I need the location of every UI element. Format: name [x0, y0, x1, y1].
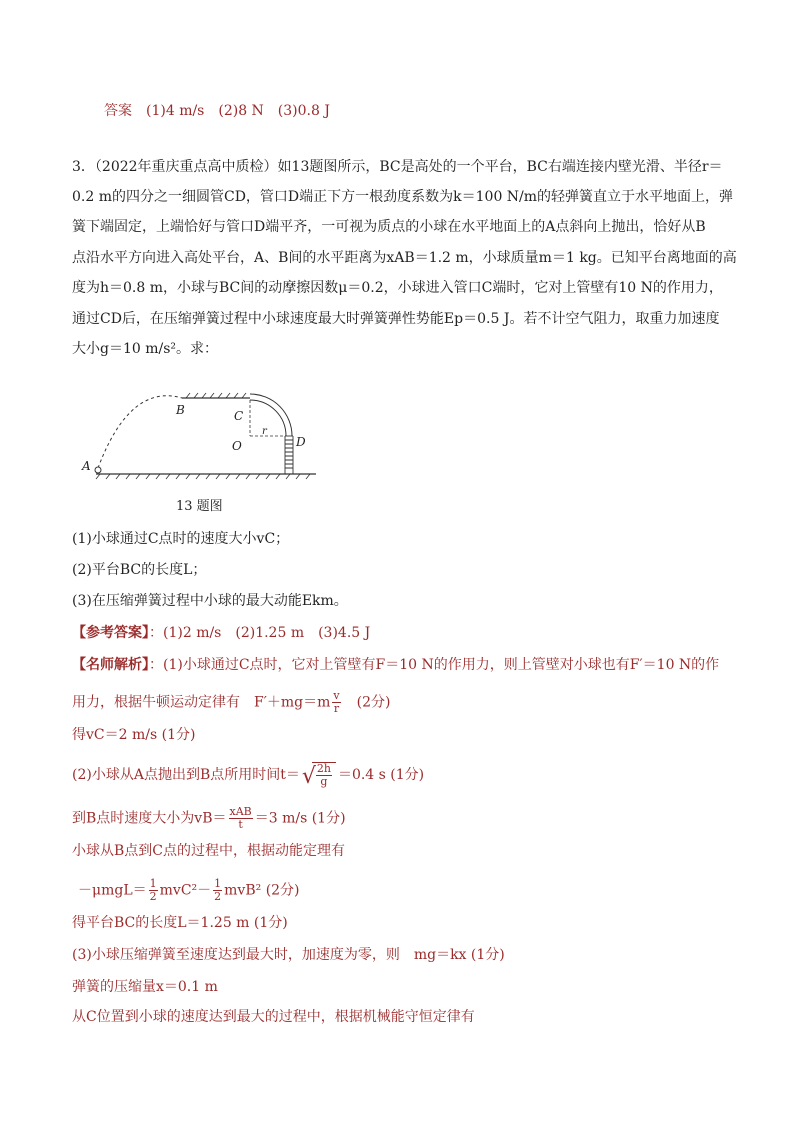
analysis-text-4a: (2)小球从A点抛出到B点所用时间t＝	[72, 767, 300, 783]
ball-a	[95, 467, 101, 473]
platform-hatch	[186, 393, 246, 398]
label-c: C	[234, 409, 244, 423]
problem-line-6: 通过CD后，在压缩弹簧过程中小球速度最大时弹簧弹性势能Ep＝0.5 J。若不计空气阻力，取重力加速度	[72, 311, 720, 327]
analysis-text-7b: mvB² (2分)	[224, 882, 300, 899]
label-d: D	[296, 435, 306, 449]
label-a: A	[82, 459, 91, 473]
fraction-numerator: 1	[149, 877, 157, 890]
analysis-line-6: 小球从B点到C点的过程中，根据动能定理有	[72, 843, 345, 859]
problem-line-5: 度为h＝0.8 m，小球与BC间的动摩擦因数μ＝0.2，小球进入管口C端时，它对上管壁有10 N的作用力，	[72, 280, 723, 296]
analysis-line-11: 从C位置到小球的速度达到最大的过程中，根据机械能守恒定律有	[72, 1009, 475, 1025]
fraction-numerator: 1	[214, 877, 222, 890]
analysis-line-1	[72, 656, 719, 674]
fraction-denominator: 2	[214, 890, 222, 903]
tube-inner	[250, 400, 286, 436]
problem-line-3: 簧下端固定，上端恰好与管口D端平齐，一可视为质点的小球在水平地面上的A点斜向上抛出，恰好从B	[72, 219, 706, 235]
problem-line-7: 大小g＝10 m/s²。求：	[72, 341, 219, 357]
reference-answer	[72, 624, 370, 642]
physics-diagram	[80, 388, 330, 488]
analysis-label: 【名师解析】	[72, 657, 149, 673]
analysis-text-4b: ＝0.4 s (1分)	[337, 767, 425, 783]
ground-hatch	[96, 474, 310, 479]
analysis-text-7a: －μmgL＝	[78, 882, 147, 899]
analysis-text-2a: 用力，根据牛顿运动定律有 F′＋mg＝m	[72, 694, 331, 711]
fraction-v-over-r	[332, 690, 340, 715]
fraction-half-2	[213, 878, 222, 903]
sqrt-expression	[302, 762, 336, 788]
analysis-line-7	[78, 878, 300, 903]
problem-line-4: 点沿水平方向进入高处平台，A、B间的水平距离为xAB＝1.2 m，小球质量m＝1 kg。已知平台离地面的高	[72, 250, 737, 266]
question-1: (1)小球通过C点时的速度大小vC；	[72, 531, 290, 547]
analysis-text-5a: 到B点时速度大小为vB＝	[72, 810, 227, 827]
problem-line-1: 3．（2022年重庆重点高中质检）如13题图所示，BC是高处的一个平台，BC右端连接内壁光滑、半径r＝	[72, 159, 723, 175]
fraction-denominator: 2	[149, 890, 157, 903]
problem-line-2: 0.2 m的四分之一细圆管CD，管口D端正下方一根劲度系数为k＝100 N/m的轻弹簧直立于水平地面上，弹	[72, 189, 734, 205]
analysis-line-3: 得vC＝2 m/s (1分)	[72, 727, 196, 743]
analysis-text-5b: ＝3 m/s (1分)	[254, 810, 346, 827]
analysis-line-2	[72, 690, 390, 715]
analysis-line-5	[72, 806, 346, 831]
figure-caption: 13 题图	[176, 499, 223, 514]
sqrt-sign: √	[301, 764, 316, 789]
analysis-text-2b: (2分)	[342, 694, 391, 711]
fraction-denominator: r	[333, 702, 340, 715]
fraction-denominator: t	[238, 818, 243, 831]
analysis-line-10: 弹簧的压缩量x＝0.1 m	[72, 979, 218, 995]
question-2: (2)平台BC的长度L；	[72, 562, 207, 578]
label-b: B	[176, 403, 185, 417]
label-r: r	[262, 426, 267, 437]
reference-answer-label: 【参考答案】	[72, 625, 149, 641]
question-3: (3)在压缩弹簧过程中小球的最大动能Ekm。	[72, 593, 348, 609]
sqrt-denominator: g	[320, 775, 328, 788]
analysis-text-7mid: mvC²－	[159, 882, 212, 899]
spring	[285, 436, 293, 474]
analysis-line-4	[72, 762, 424, 788]
trajectory-curve	[98, 396, 182, 468]
fraction-xab-over-t	[229, 806, 253, 831]
fraction-half-1	[149, 878, 158, 903]
label-o: O	[232, 439, 242, 453]
analysis-line-9: (3)小球压缩弹簧至速度达到最大时，加速度为零，则 mg＝kx (1分)	[72, 947, 505, 963]
previous-answer: 答案 (1)4 m/s (2)8 N (3)0.8 J	[104, 103, 330, 119]
fraction-numerator: v	[333, 689, 340, 702]
reference-answer-text: ：(1)2 m/s (2)1.25 m (3)4.5 J	[149, 625, 371, 641]
analysis-text-1: ：(1)小球通过C点时，它对上管壁有F＝10 N的作用力，则上管壁对小球也有F′＝10 N的作	[149, 657, 720, 673]
fraction-numerator: xAB	[229, 805, 252, 818]
analysis-line-8: 得平台BC的长度L＝1.25 m (1分)	[72, 915, 288, 931]
sqrt-numerator: 2h	[316, 762, 331, 775]
